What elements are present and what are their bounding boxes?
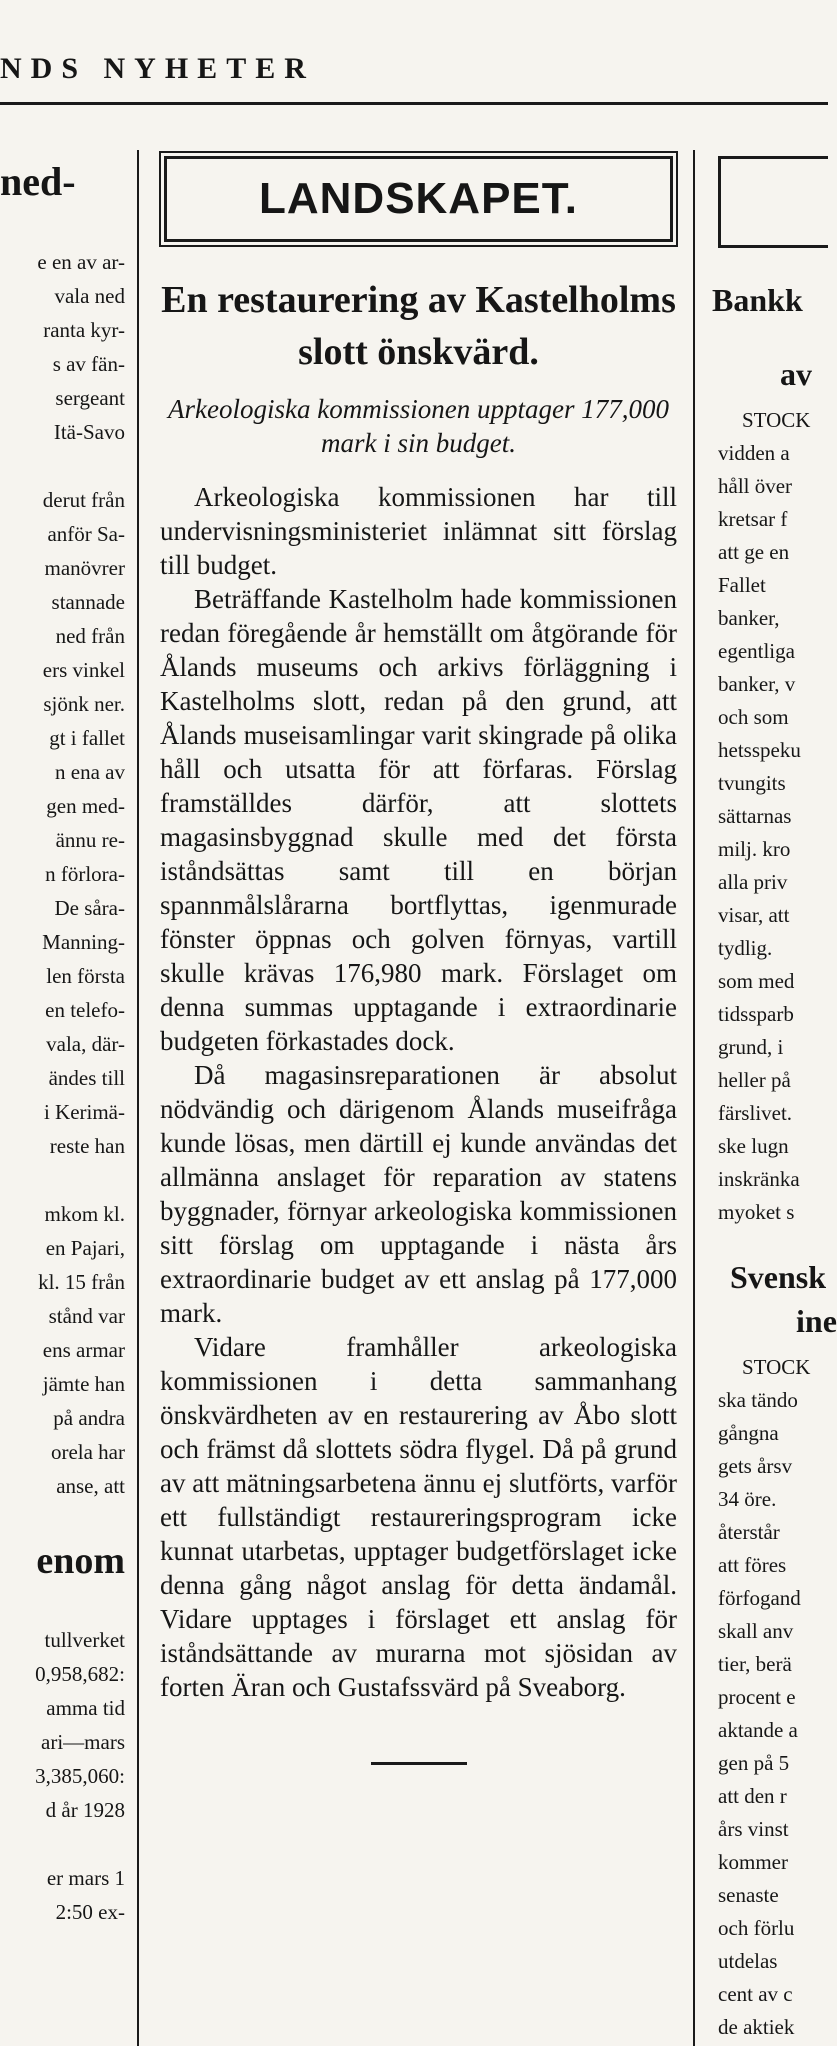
text-line: tydlig. <box>718 936 773 960</box>
text-line: i Kerimä- <box>43 1100 125 1124</box>
text-line: gångna <box>718 1421 779 1445</box>
text-line: tvungits <box>718 771 786 795</box>
text-line: mkom kl. <box>44 1202 125 1226</box>
text-line: ske lugn <box>718 1134 789 1158</box>
text-line: färslivet. <box>718 1101 793 1125</box>
text-line: gen med- <box>46 794 125 818</box>
text-line: heller på <box>718 1068 791 1092</box>
left-headline-2: enom <box>36 1540 125 1582</box>
text-line: stannade <box>51 590 125 614</box>
text-line: banker, <box>718 606 780 630</box>
right-headline-2-line-2: ine <box>796 1303 837 1339</box>
text-line: inskränka <box>718 1167 800 1191</box>
left-column <box>0 140 125 1929</box>
text-line: Itä-Savo <box>53 420 125 444</box>
text-line: på andra <box>53 1406 125 1430</box>
article-end-rule <box>371 1762 467 1765</box>
text-line: er mars 1 <box>46 1866 125 1890</box>
text-line: gt i fallet <box>49 726 125 750</box>
text-line: n ena av <box>55 760 125 784</box>
text-line: kretsar f <box>718 507 788 531</box>
text-line: vala, där- <box>46 1032 125 1056</box>
text-line: aktande a <box>718 1718 798 1742</box>
text-line: ändes till <box>48 1066 125 1090</box>
text-line: stånd var <box>48 1304 125 1328</box>
text-line: kommer <box>718 1850 788 1874</box>
text-line <box>0 1163 125 1197</box>
text-line: ännu re- <box>55 828 125 852</box>
right-section-box <box>718 156 828 248</box>
text-line: len första <box>46 964 125 988</box>
text-line: d år 1928 <box>45 1798 125 1822</box>
text-line: utdelas <box>718 1949 778 1973</box>
text-line: Manning- <box>42 930 125 954</box>
text-line: grund, i <box>718 1035 784 1059</box>
text-line: ers vinkel <box>42 658 125 682</box>
header-rule <box>0 102 828 105</box>
text-line: tidssparb <box>718 1002 794 1026</box>
text-line: ens armar <box>42 1338 125 1362</box>
text-line: s av fän- <box>52 352 125 376</box>
text-line: gen på 5 <box>718 1751 790 1775</box>
text-line: manövrer <box>44 556 125 580</box>
text-line: derut från <box>42 488 125 512</box>
text-line: att ge en <box>718 540 790 564</box>
text-line: 0,958,682: <box>35 1662 125 1686</box>
text-line: att den r <box>718 1784 787 1808</box>
section-title-box <box>164 156 673 242</box>
text-line: ranta kyr- <box>43 318 125 342</box>
right-headline-1-line-2: av <box>780 356 812 392</box>
page-header: NDS NYHETER <box>0 52 315 85</box>
text-line: vala ned <box>54 284 125 308</box>
text-line: anför Sa- <box>47 522 125 546</box>
text-line: som med <box>718 969 795 993</box>
text-line: tullverket <box>44 1628 125 1652</box>
text-line: orela har <box>50 1440 125 1464</box>
text-line <box>0 449 125 483</box>
text-line: cent av c <box>718 1982 793 2006</box>
text-line: en telefo- <box>45 998 125 1022</box>
text-line: n förlora- <box>45 862 125 886</box>
text-line: egentliga <box>718 639 795 663</box>
text-line: myoket s <box>718 1200 795 1224</box>
text-line: skall anv <box>718 1619 794 1643</box>
text-line: amma tid <box>46 1696 125 1720</box>
text-line: 34 öre. <box>718 1487 777 1511</box>
text-line: alla priv <box>718 870 788 894</box>
article-paragraph: Beträffande Kastelholm hade kommissionen redan föregående år hemställt om åtgörande för Ålands museums och arkivs förläggning i Kastelholms slott, redan på den grund, att Ålands museisamlingar varit skingrade på olika håll och utsatta för att förfaras. Förslag framställdes därför, att slottets magasinsbyggnad skulle med det första iståndsättas samt till en början spannmålslårarna bortflyttas, igenmurade fönster öppnas och golven förnyas, vartill skulle krävas 176,980 mark. Förslaget om denna summas upptagande i extraordinarie budgeten förkastades dock. <box>160 584 677 1056</box>
text-line: e en av ar- <box>37 250 125 274</box>
text-line: reste han <box>49 1134 125 1158</box>
text-line: sättarnas <box>718 804 792 828</box>
text-line: och som <box>718 705 789 729</box>
article-paragraph: Arkeologiska kommissionen har till undervisningsministeriet inlämnat sitt förslag till budget. <box>160 482 677 580</box>
text-line: en Pajari, <box>45 1236 125 1260</box>
text-line: senaste <box>718 1883 779 1907</box>
text-line: Fallet <box>718 573 766 597</box>
left-text-block-2 <box>0 1623 125 1929</box>
left-headline-1: ned- <box>0 159 76 204</box>
article-subheadline: Arkeologiska kommissionen upptager 177,000 mark i sin budget. <box>168 394 669 458</box>
text-line: tier, berä <box>718 1652 792 1676</box>
text-line: vidden a <box>718 441 790 465</box>
text-line: ari—mars <box>41 1730 125 1754</box>
text-line: STOCK <box>742 408 811 432</box>
right-text-block-2 <box>712 1351 828 2044</box>
text-line: 2:50 ex- <box>55 1900 125 1924</box>
right-text-block-1 <box>712 404 828 1229</box>
text-line: visar, att <box>718 903 790 927</box>
column-rule-right <box>693 150 695 2046</box>
text-line: procent e <box>718 1685 796 1709</box>
text-line: De såra- <box>54 896 125 920</box>
text-line: återstår <box>718 1520 780 1544</box>
text-line <box>0 1827 125 1861</box>
text-line: att föres <box>718 1553 787 1577</box>
text-line: kl. 15 från <box>38 1270 125 1294</box>
text-line: förfogand <box>718 1586 801 1610</box>
right-headline-2: Svensk <box>730 1259 827 1295</box>
text-line: 3,385,060: <box>35 1764 125 1788</box>
text-line: milj. kro <box>718 837 791 861</box>
article-paragraph: Då magasinsreparationen är absolut nödvändig och därigenom Ålands museifråga kunde lösas, men därtill ej kunde användas det allmänna anslaget för reparation av statens byggnader, förnyar arkeologiska kommissionen sitt förslag om upptagande i nästa års extraordinarie budget av ett anslag på 177,000 mark. <box>160 1060 677 1328</box>
text-line: och förlu <box>718 1916 795 1940</box>
text-line: års vinst <box>718 1817 789 1841</box>
section-title: LANDSKAPET. <box>258 174 579 223</box>
article-headline: En restaurering av Kastelholms slott önskvärd. <box>161 279 676 373</box>
right-column <box>712 150 837 2044</box>
left-text-block-1 <box>0 245 125 1503</box>
text-line: hetsspeku <box>718 738 801 762</box>
main-article <box>160 150 677 1765</box>
text-line: de aktiek <box>718 2015 795 2039</box>
text-line: banker, v <box>718 672 796 696</box>
text-line: anse, att <box>56 1474 125 1498</box>
article-paragraph: Vidare framhåller arkeologiska kommissionen i detta sammanhang önskvärdheten av en restaurering av Åbo slott och främst då slottets södra flygel. Då på grund av att mätningsarbetena ännu ej slutförts, varför ett fullständigt restaureringsprogram icke kunnat utarbetas, upptager budgetförslaget icke denna gång något anslag för detta ändamål. Vidare upptages i förslaget ett anslag för iståndsättande av murarna mot sjösidan av forten Äran och Gustafssvärd på Sveaborg. <box>160 1332 677 1702</box>
text-line: gets årsv <box>718 1454 793 1478</box>
text-line: jämte han <box>42 1372 125 1396</box>
text-line: håll över <box>718 474 793 498</box>
text-line: ska tändo <box>718 1388 798 1412</box>
text-line: sjönk ner. <box>43 692 125 716</box>
column-rule-left <box>137 150 139 2046</box>
text-line: sergeant <box>55 386 125 410</box>
right-headline-1: Bankk <box>712 282 803 318</box>
text-line: STOCK <box>742 1355 811 1379</box>
text-line: ned från <box>55 624 125 648</box>
